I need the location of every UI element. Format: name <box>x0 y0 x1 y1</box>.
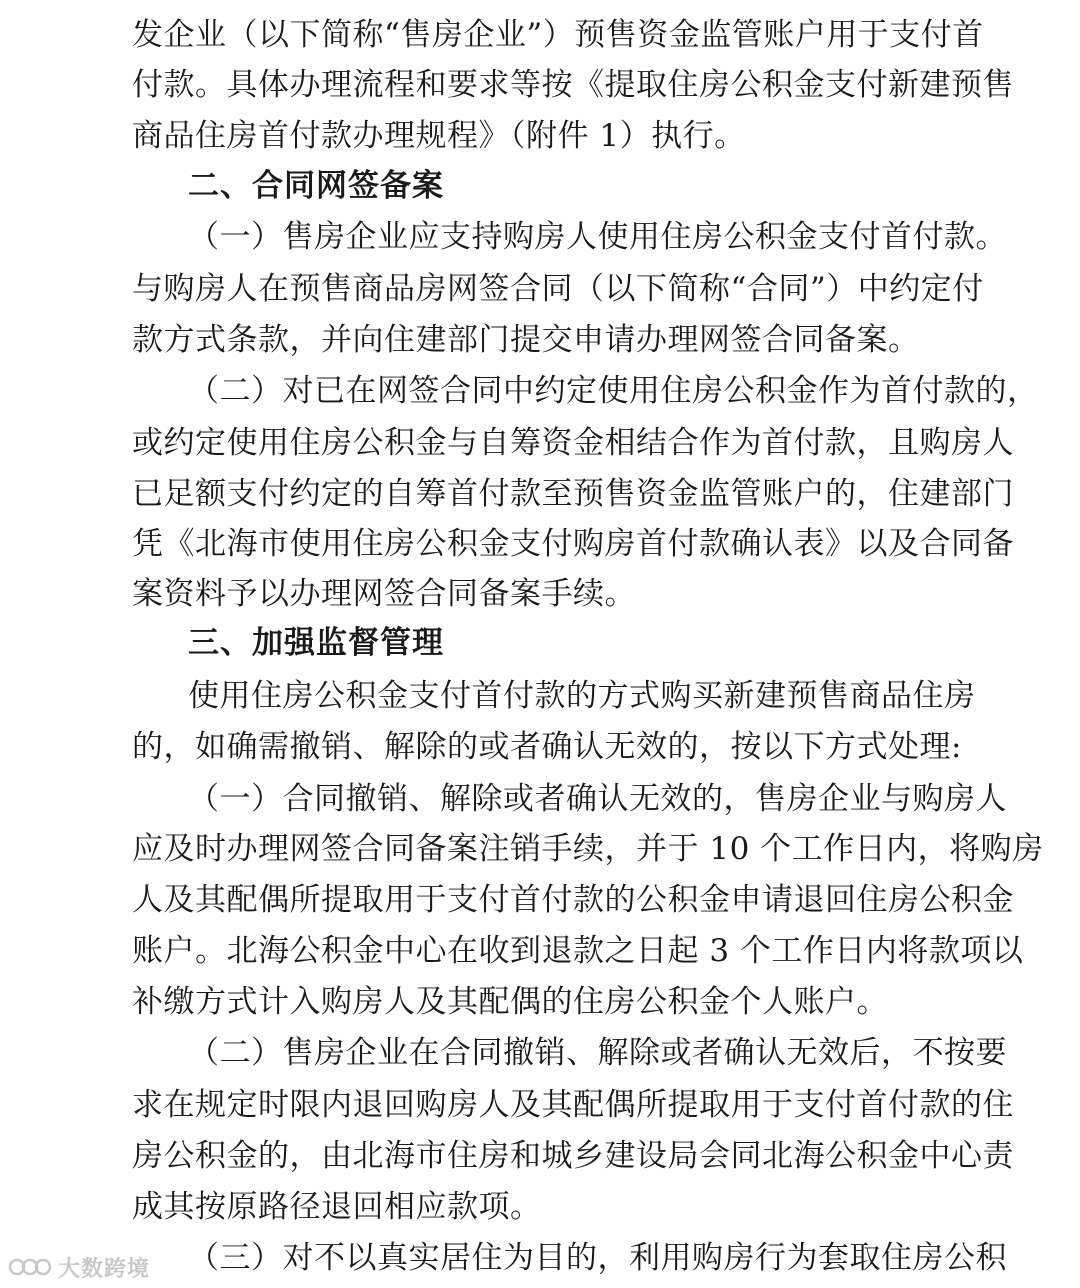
text-line: 款方式条款，并向住建部门提交申请办理网签合同备案。 <box>132 322 920 358</box>
text-line: 发企业（以下简称“售房企业”）预售资金监管账户用于支付首 <box>132 17 984 53</box>
section-heading: 二、合同网签备案 <box>188 168 444 204</box>
text-line: 已足额支付约定的自筹首付款至预售资金监管账户的，住建部门 <box>132 476 1014 512</box>
text-line: 补缴方式计入购房人及其配偶的住房公积金个人账户。 <box>132 984 888 1020</box>
text-line: 案资料予以办理网签合同备案手续。 <box>132 576 636 612</box>
section-heading: 三、加强监督管理 <box>188 625 444 661</box>
text-line: （二）售房企业在合同撤销、解除或者确认无效后，不按要 <box>188 1035 1007 1071</box>
text-line: 与购房人在预售商品房网签合同（以下简称“合同”）中约定付 <box>132 271 984 307</box>
text-line: 凭《北海市使用住房公积金支付购房首付款确认表》以及合同备 <box>132 526 1014 562</box>
brand-logo-icon <box>8 1254 52 1280</box>
text-line: （一）合同撤销、解除或者确认无效的，售房企业与购房人 <box>188 781 1007 817</box>
watermark-text: 大数跨境 <box>58 1256 151 1282</box>
watermark <box>8 1252 150 1282</box>
text-line: 账户。北海公积金中心在收到退款之日起 3 个工作日内将款项以 <box>132 933 1024 969</box>
text-line: 商品住房首付款办理规程》（附件 1）执行。 <box>132 118 746 154</box>
text-line: 应及时办理网签合同备案注销手续，并于 10 个工作日内，将购房 <box>132 831 1044 867</box>
text-line: （二）对已在网签合同中约定使用住房公积金作为首付款的， <box>188 373 1039 409</box>
text-line: 人及其配偶所提取用于支付首付款的公积金申请退回住房公积金 <box>132 882 1014 918</box>
text-line: 的，如确需撤销、解除的或者确认无效的，按以下方式处理: <box>132 729 962 765</box>
text-line: （三）对不以真实居住为目的，利用购房行为套取住房公积 <box>188 1240 1007 1276</box>
text-line: 求在规定时限内退回购房人及其配偶所提取用于支付首付款的住 <box>132 1087 1014 1123</box>
text-line: 或约定使用住房公积金与自筹资金相结合作为首付款，且购房人 <box>132 425 1014 461</box>
text-line: 房公积金的，由北海市住房和城乡建设局会同北海公积金中心责 <box>132 1138 1014 1174</box>
text-line: 成其按原路径退回相应款项。 <box>132 1189 542 1225</box>
text-line: （一）售房企业应支持购房人使用住房公积金支付首付款。 <box>188 219 1007 255</box>
text-line: 付款。具体办理流程和要求等按《提取住房公积金支付新建预售 <box>132 67 1014 103</box>
text-line: 使用住房公积金支付首付款的方式购买新建预售商品住房 <box>188 678 976 714</box>
